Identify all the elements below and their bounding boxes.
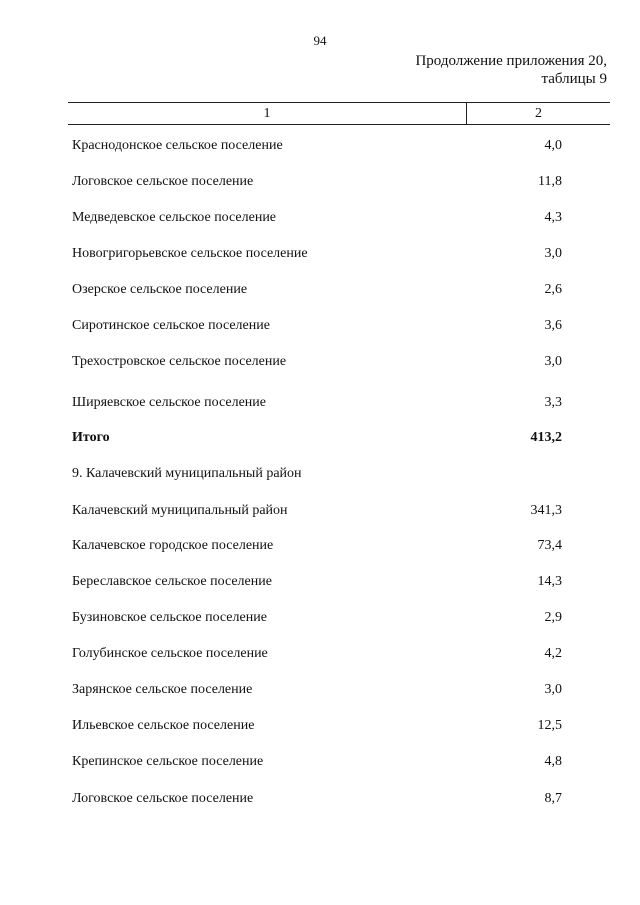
table-row (72, 789, 562, 809)
row-value: 4,8 (544, 754, 562, 769)
row-value: 413,2 (530, 430, 562, 445)
row-value: 3,0 (544, 682, 562, 697)
table-row (72, 316, 562, 336)
row-value: 4,0 (544, 138, 562, 153)
table-row (72, 136, 562, 156)
row-name: Медведевское сельское поселение (72, 210, 277, 225)
row-name: Калачевское городское поселение (72, 538, 274, 553)
table-row (72, 572, 562, 592)
table-row (72, 393, 562, 413)
table-row (72, 608, 562, 628)
page-number: 94 (313, 33, 327, 48)
row-name: Голубинское сельское поселение (72, 646, 268, 661)
row-name: Новогригорьевское сельское поселение (72, 246, 308, 261)
table-section-heading (72, 464, 562, 484)
row-name: Крепинское сельское поселение (72, 754, 264, 769)
row-name: Логовское сельское поселение (72, 791, 254, 806)
row-name: Зарянское сельское поселение (72, 682, 253, 697)
table-row (72, 501, 562, 521)
header-column-1: 1 (68, 103, 467, 124)
row-name: Озерское сельское поселение (72, 282, 248, 297)
table-row (72, 536, 562, 556)
row-value: 3,0 (544, 354, 562, 369)
row-value: 2,6 (544, 282, 562, 297)
row-value: 3,0 (544, 246, 562, 261)
caption-line-2: таблицы 9 (541, 71, 607, 87)
row-value: 14,3 (537, 574, 562, 589)
row-name: Краснодонское сельское поселение (72, 138, 283, 153)
row-name: Итого (72, 430, 110, 445)
row-name: Сиротинское сельское поселение (72, 318, 270, 333)
section-name: 9. Калачевский муниципальный район (72, 466, 302, 481)
table-row (72, 208, 562, 228)
row-value: 2,9 (544, 610, 562, 625)
row-value: 341,3 (530, 503, 562, 518)
row-value: 4,2 (544, 646, 562, 661)
table-row (72, 752, 562, 772)
row-name: Ильевское сельское поселение (72, 718, 255, 733)
row-name: Трехостровское сельское поселение (72, 354, 287, 369)
table-row (72, 644, 562, 664)
row-value: 8,7 (544, 791, 562, 806)
row-value: 11,8 (538, 174, 562, 189)
table-row (72, 244, 562, 264)
header-column-2: 2 (535, 106, 542, 121)
row-value: 12,5 (537, 718, 562, 733)
row-name: Бузиновское сельское поселение (72, 610, 267, 625)
table-row (72, 280, 562, 300)
row-value: 3,3 (544, 395, 562, 410)
row-name: Ширяевское сельское поселение (72, 395, 266, 410)
table-row (72, 172, 562, 192)
row-name: Береславское сельское поселение (72, 574, 272, 589)
row-name: Калачевский муниципальный район (72, 503, 288, 518)
caption-line-1: Продолжение приложения 20, (415, 53, 607, 69)
table-row (72, 680, 562, 700)
table-row (72, 716, 562, 736)
table-row-total (72, 428, 562, 448)
row-value: 4,3 (544, 210, 562, 225)
row-name: Логовское сельское поселение (72, 174, 254, 189)
row-value: 3,6 (544, 318, 562, 333)
table-row (72, 352, 562, 372)
row-value: 73,4 (537, 538, 562, 553)
